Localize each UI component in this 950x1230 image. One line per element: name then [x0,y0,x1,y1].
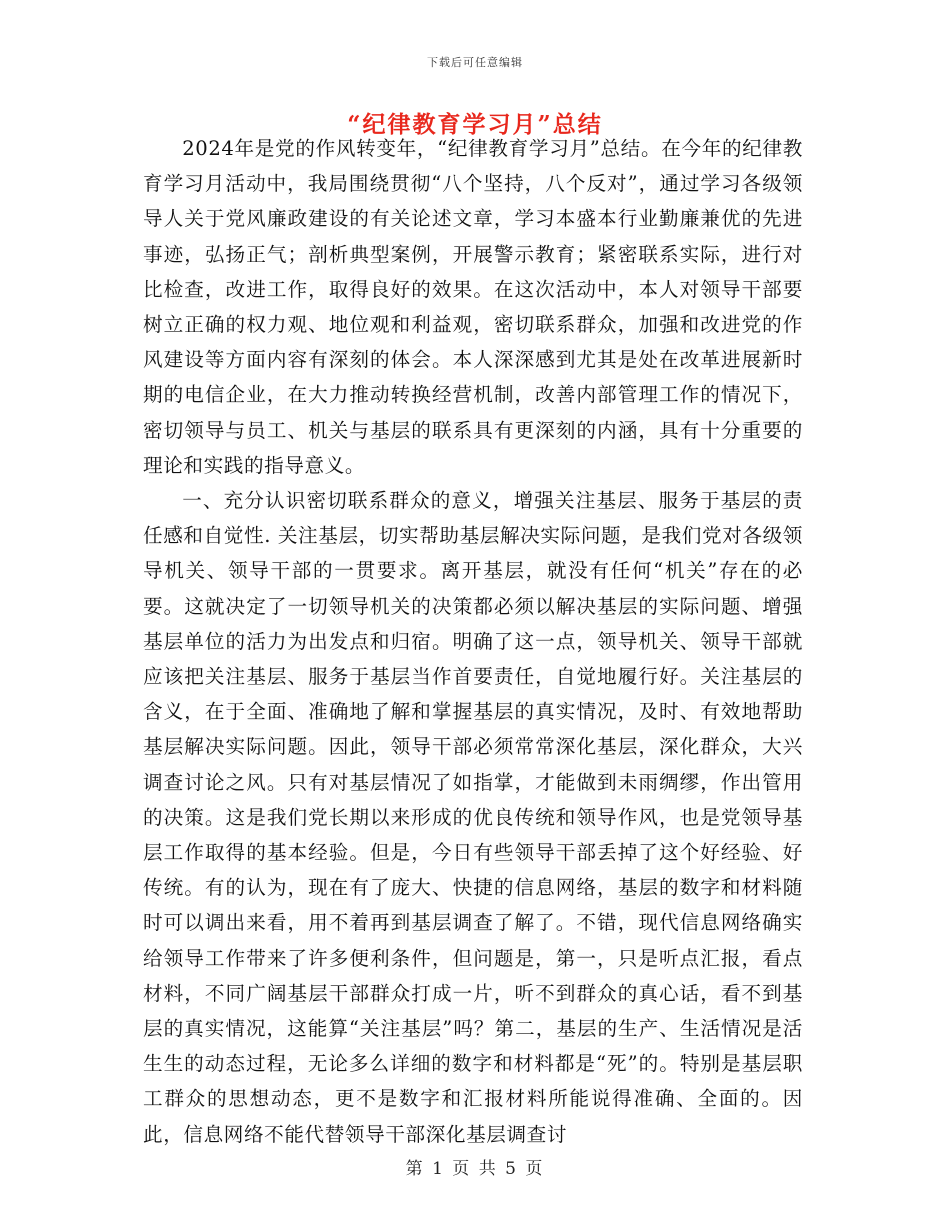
footer-mid: 页 共 [452,1159,498,1179]
body-paragraph-1: 2024年是党的作风转变年，“纪律教育学习月”总结。在今年的纪律教育学习月活动中，我局围绕贯彻“八个坚持，八个反对”，通过学习各级领导人关于党风廉政建设的有关论述文章，学习本盛本行业勤廉兼优的先进事迹，弘扬正气；剖析典型案例，开展警示教育；紧密联系实际，进行对比检查，改进工作，取得良好的效果。在这次活动中，本人对领导干部要树立正确的权力观、地位观和利益观，密切联系群众，加强和改进党的作风建设等方面内容有深刻的体会。本人深深感到尤其是处在改革进展新时期的电信企业，在大力推动转换经营机制，改善内部管理工作的情况下，密切领导与员工、机关与基层的联系具有更深刻的内涵，具有十分重要的理论和实践的指导意义。 [143,137,803,477]
body-paragraph-2: 一、充分认识密切联系群众的意义，增强关注基层、服务于基层的责任感和自觉性. 关注基层，切实帮助基层解决实际问题，是我们党对各级领导机关、领导干部的一贯要求。离开基层，就没有任何“机关”存在的必要。这就决定了一切领导机关的决策都必须以解决基层的实际问题、增强基层单位的活力为出发点和归宿。明确了这一点，领导机关、领导干部就应该把关注基层、服务于基层当作首要责任，自觉地履行好。关注基层的含义，在于全面、准确地了解和掌握基层的真实情况，及时、有效地帮助基层解决实际问题。因此，领导干部必须常常深化基层，深化群众，大兴调查讨论之风。只有对基层情况了如指掌，才能做到未雨绸缪，作出管用的决策。这是我们党长期以来形成的优良传统和领导作风，也是党领导基层工作取得的基本经验。但是，今日有些领导干部丢掉了这个好经验、好传统。有的认为，现在有了庞大、快捷的信息网络，基层的数字和材料随时可以调出来看，用不着再到基层调查了解了。不错，现代信息网络确实给领导工作带来了许多便利条件，但问题是，第一，只是听点汇报，看点材料，不同广阔基层干部群众打成一片，听不到群众的真心话，看不到基层的真实情况，这能算“关注基层”吗？第二，基层的生产、生活情况是活生生的动态过程，无论多么详细的数字和材料都是“死”的。特别是基层职工群众的思想动态，更不是数字和汇报材料所能说得准确、全面的。因此，信息网络不能代替领导干部深化基层调查讨 [143,489,803,1146]
document-body [143,131,803,1152]
footer-suffix: 页 [525,1159,545,1179]
footer-prefix: 第 [405,1159,425,1179]
document-title: “纪律教育学习月”总结 [347,111,603,138]
page-footer [0,1154,950,1179]
footer-total-pages: 5 [505,1159,518,1179]
header-note: 下载后可任意编辑 [427,56,523,69]
footer-current-page: 1 [432,1159,445,1179]
